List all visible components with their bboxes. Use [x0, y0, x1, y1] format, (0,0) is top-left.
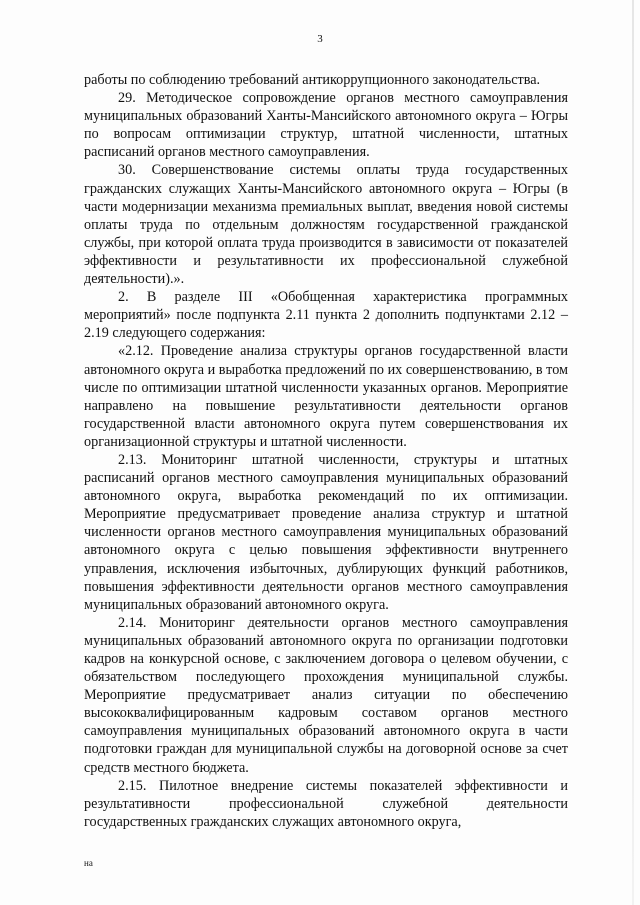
- footer-note: на: [84, 858, 93, 868]
- scan-edge: [632, 0, 634, 905]
- paragraph-subitem-2-14: 2.14. Мониторинг деятельности органов местного самоуправления муниципальных образований автономного округа по организации подготовки кадров на конкурсной основе, с заключением договора о целевом обучении, с обязательством последующего прохождения муниципальной службы. Мероприятие предусматривает анализ ситуации по обеспечению высококвалифицированным кадровым составом органов местного самоуправления муниципальных образований автономного округа в части подготовки граждан для муниципальной службы на договорной основе за счет средств местного бюджета.: [84, 614, 568, 776]
- paragraph: работы по соблюдению требований антикоррупционного законодательства.: [84, 72, 541, 88]
- paragraph-item-30: 30. Совершенствование системы оплаты труда государственных гражданских служащих Ханты-Мансийского автономного округа – Югры (в части модернизации механизма премиальных выплат, введения новой системы оплаты труда по отдельным должностям государственной гражданской службы, при которой оплата труда производится в зависимости от показателей эффективности и результативности их профессиональной служебной деятельности).».: [84, 162, 568, 288]
- paragraph-item-29: 29. Методическое сопровождение органов местного самоуправления муниципальных образований Ханты-Мансийского автономного округа – Югры по вопросам оптимизации структур, штатной численности, штатных расписаний органов местного самоуправления.: [84, 90, 568, 161]
- document-body: [84, 71, 568, 831]
- page-number: 3: [317, 33, 323, 45]
- paragraph-subitem-2-13: 2.13. Мониторинг штатной численности, структуры и штатных расписаний органов местного самоуправления муниципальных образований автономного округа, выработка рекомендаций по их оптимизации. Мероприятие предусматривает проведение анализа структур и штатной численности органов местного самоуправления муниципальных образований автономного округа с целью повышения эффективности внутреннего управления, исключения избыточных, дублирующих функций работников, повышения эффективности деятельности органов местного самоуправления муниципальных образований автономного округа.: [84, 451, 568, 613]
- paragraph-subitem-2-12: «2.12. Проведение анализа структуры органов государственной власти автономного округа и выработка предложений по их совершенствованию, в том числе по оптимизации штатной численности указанных органов. Мероприятие направлено на повышение результативности деятельности органов государственной власти автономного округа путем совершенствования их организационной структуры и штатной численности.: [84, 343, 568, 450]
- paragraph-subitem-2-15: 2.15. Пилотное внедрение системы показателей эффективности и результативности профессиональной служебной деятельности государственных гражданских служащих автономного округа,: [84, 777, 568, 830]
- paragraph-amendment-2: 2. В разделе III «Обобщенная характеристика программных мероприятий» после подпункта 2.11 пункта 2 дополнить подпунктами 2.12 – 2.19 следующего содержания:: [84, 289, 568, 342]
